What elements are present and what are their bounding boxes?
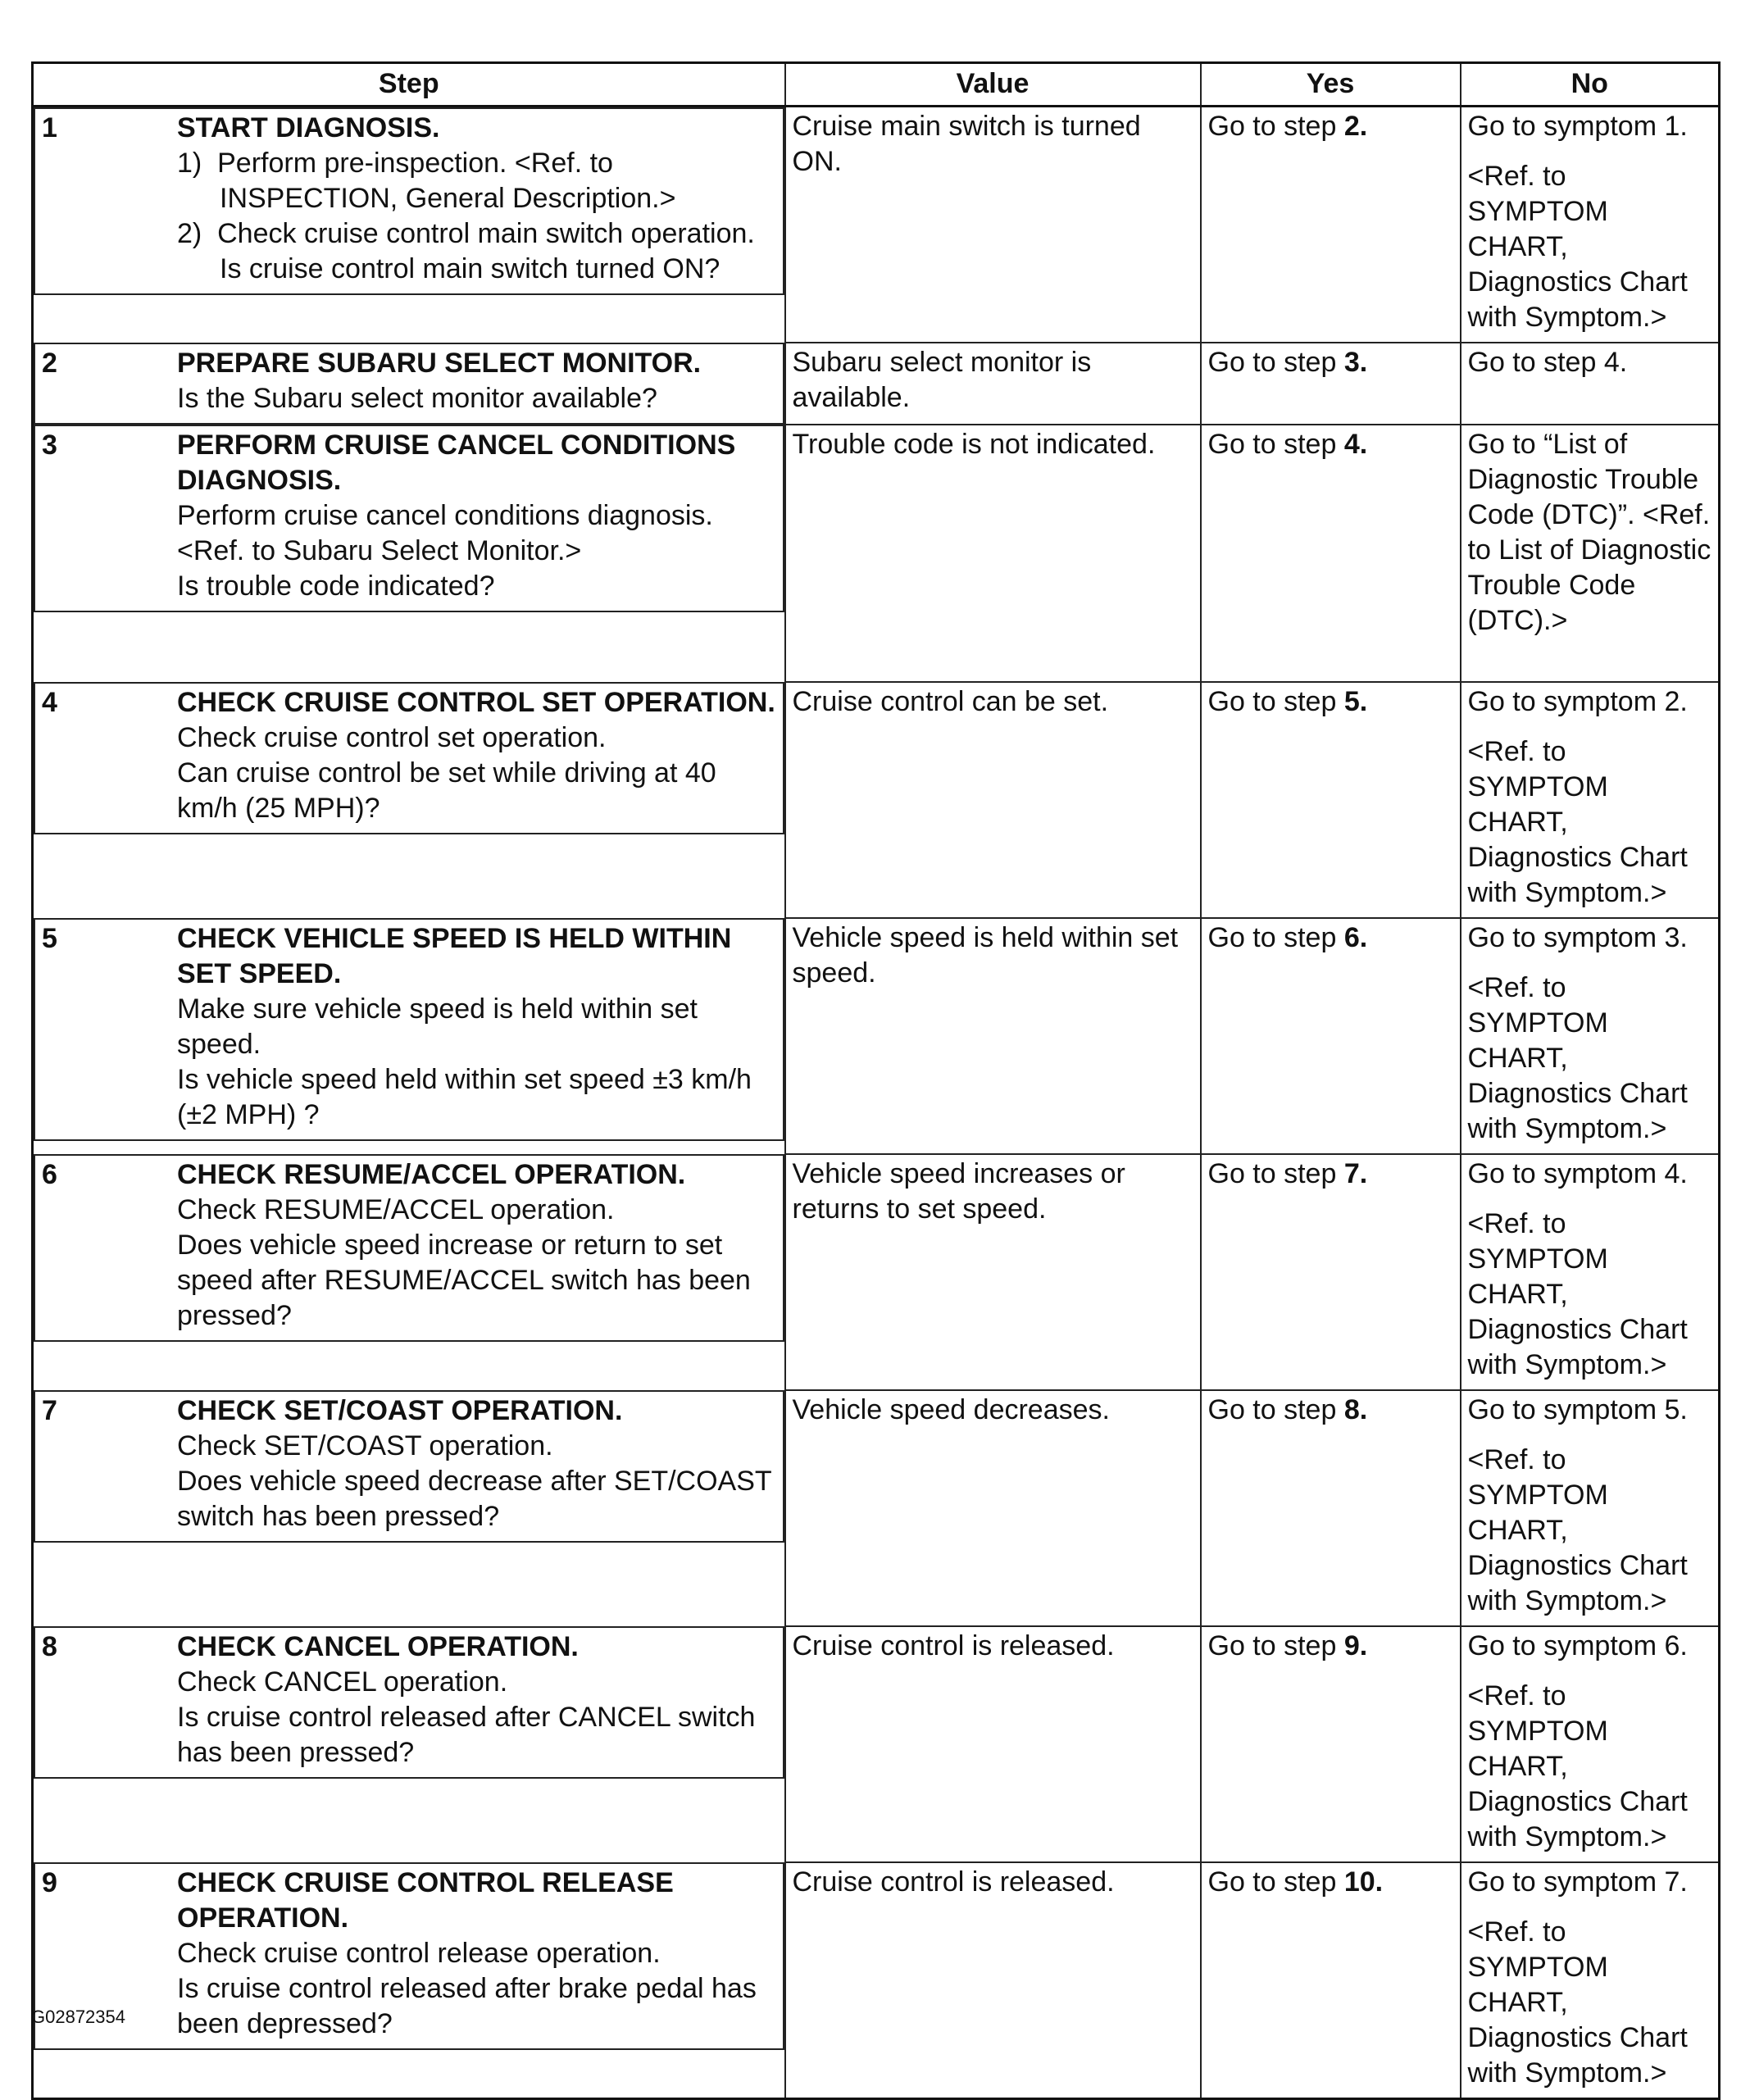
yes-cell	[1201, 1862, 1461, 2099]
yes-step-number: 7.	[1343, 1158, 1368, 1189]
no-cell	[1461, 682, 1720, 918]
step-cell	[34, 682, 784, 834]
step-number: 1	[42, 112, 57, 143]
yes-prefix: Go to step	[1207, 1630, 1344, 1661]
value-cell: Vehicle speed is held within set speed.	[785, 918, 1201, 1154]
step-text-line: Is vehicle speed held within set speed ±3 km/h (±2 MPH) ?	[177, 1064, 752, 1130]
no-reference: <Ref. to SYMPTOM CHART, Diagnostics Chart with Symptom.>	[1467, 972, 1688, 1144]
step-number: 8	[42, 1631, 57, 1662]
step-cell	[34, 1154, 784, 1342]
yes-cell	[1201, 682, 1461, 918]
no-reference: <Ref. to SYMPTOM CHART, Diagnostics Chart with Symptom.>	[1467, 736, 1688, 908]
yes-cell	[1201, 425, 1461, 682]
step-text-line: 1) Perform pre-inspection. <Ref. to INSPECTION, General Description.>	[177, 148, 676, 214]
value-cell: Trouble code is not indicated.	[785, 425, 1201, 682]
header-yes: Yes	[1201, 63, 1461, 107]
header-value: Value	[785, 63, 1201, 107]
step-title: CHECK CANCEL OPERATION.	[177, 1631, 579, 1662]
yes-step-number: 10.	[1343, 1866, 1384, 1898]
step-cell	[34, 343, 784, 425]
table-row	[33, 425, 1720, 682]
step-cell	[34, 1862, 784, 2050]
yes-step-number: 9.	[1343, 1630, 1368, 1661]
value-cell: Vehicle speed increases or returns to set speed.	[785, 1154, 1201, 1390]
header-no: No	[1461, 63, 1720, 107]
table-row	[33, 1862, 1720, 2099]
step-body	[177, 1866, 778, 2042]
table-row	[33, 682, 1720, 918]
step-title: PERFORM CRUISE CANCEL CONDITIONS DIAGNOSIS.	[177, 430, 736, 496]
step-body	[177, 1630, 778, 1770]
step-title: START DIAGNOSIS.	[177, 112, 440, 143]
step-body	[177, 111, 778, 287]
no-action: Go to symptom 3.	[1467, 922, 1688, 953]
step-text-line: Check RESUME/ACCEL operation.	[177, 1194, 615, 1225]
yes-step-number: 6.	[1343, 922, 1368, 953]
step-text-line: <Ref. to Subaru Select Monitor.>	[177, 535, 582, 566]
step-body	[177, 921, 778, 1133]
yes-cell	[1201, 1154, 1461, 1390]
table-row	[33, 343, 1720, 425]
step-text-line: Is cruise control released after brake pedal has been depressed?	[177, 1973, 757, 2039]
yes-prefix: Go to step	[1207, 347, 1344, 378]
no-cell	[1461, 918, 1720, 1154]
yes-cell	[1201, 1626, 1461, 1862]
step-text-line: Make sure vehicle speed is held within set speed.	[177, 993, 698, 1060]
step-cell	[34, 107, 784, 295]
table-row	[33, 107, 1720, 343]
no-cell	[1461, 425, 1720, 682]
no-action: Go to symptom 2.	[1467, 686, 1688, 717]
no-reference: <Ref. to SYMPTOM CHART, Diagnostics Chart with Symptom.>	[1467, 1444, 1688, 1616]
step-text-line: Can cruise control be set while driving at 40 km/h (25 MPH)?	[177, 757, 716, 824]
step-text-line: Does vehicle speed increase or return to set speed after RESUME/ACCEL switch has been pressed?	[177, 1230, 751, 1331]
yes-step-number: 8.	[1343, 1394, 1368, 1425]
yes-step-number: 2.	[1343, 111, 1368, 142]
step-body	[177, 428, 778, 604]
step-number: 2	[42, 348, 57, 379]
step-text-line: Check cruise control set operation.	[177, 722, 607, 753]
yes-step-number: 3.	[1343, 347, 1368, 378]
yes-cell	[1201, 343, 1461, 425]
yes-step-number: 4.	[1343, 429, 1368, 460]
step-number: 5	[42, 923, 57, 954]
step-number: 6	[42, 1159, 57, 1190]
step-text-line: Is cruise control released after CANCEL switch has been pressed?	[177, 1702, 756, 1768]
step-text-line: Check cruise control release operation.	[177, 1938, 661, 1969]
no-action: Go to “List of Diagnostic Trouble Code (DTC)”. <Ref. to List of Diagnostic Trouble Code (DTC).>	[1467, 429, 1711, 636]
yes-prefix: Go to step	[1207, 1158, 1344, 1189]
step-text-line: Perform cruise cancel conditions diagnosis.	[177, 500, 713, 531]
step-number: 9	[42, 1867, 57, 1898]
table-header-row	[33, 63, 1720, 107]
yes-cell	[1201, 918, 1461, 1154]
step-title: CHECK VEHICLE SPEED IS HELD WITHIN SET SPEED.	[177, 923, 732, 989]
no-action: Go to symptom 7.	[1467, 1866, 1688, 1898]
no-cell	[1461, 1154, 1720, 1390]
step-number: 7	[42, 1395, 57, 1426]
step-cell	[34, 1390, 784, 1543]
step-text-line: Is trouble code indicated?	[177, 570, 495, 602]
step-number: 3	[42, 430, 57, 461]
yes-prefix: Go to step	[1207, 686, 1344, 717]
yes-step-number: 5.	[1343, 686, 1368, 717]
step-title: CHECK CRUISE CONTROL RELEASE OPERATION.	[177, 1867, 674, 1934]
step-text-line: Check CANCEL operation.	[177, 1666, 508, 1698]
step-title: CHECK SET/COAST OPERATION.	[177, 1395, 623, 1426]
no-action: Go to step 4.	[1467, 347, 1628, 378]
yes-prefix: Go to step	[1207, 429, 1344, 460]
no-action: Go to symptom 1.	[1467, 111, 1688, 142]
value-cell: Cruise control is released.	[785, 1626, 1201, 1862]
no-cell	[1461, 1626, 1720, 1862]
step-cell	[34, 425, 784, 612]
step-body	[177, 685, 778, 826]
step-title: CHECK CRUISE CONTROL SET OPERATION.	[177, 687, 775, 718]
value-cell: Vehicle speed decreases.	[785, 1390, 1201, 1626]
value-cell: Cruise control is released.	[785, 1862, 1201, 2099]
step-body	[177, 1393, 778, 1534]
yes-prefix: Go to step	[1207, 922, 1344, 953]
step-cell	[34, 1626, 784, 1779]
value-cell: Cruise control can be set.	[785, 682, 1201, 918]
diagnostic-table	[31, 61, 1721, 2100]
step-body	[177, 1157, 778, 1334]
step-number: 4	[42, 687, 57, 718]
table-row	[33, 1390, 1720, 1626]
no-cell	[1461, 107, 1720, 343]
step-title: CHECK RESUME/ACCEL OPERATION.	[177, 1159, 686, 1190]
yes-prefix: Go to step	[1207, 1866, 1344, 1898]
step-body	[177, 346, 778, 416]
no-reference: <Ref. to SYMPTOM CHART, Diagnostics Chart with Symptom.>	[1467, 1916, 1688, 2089]
yes-cell	[1201, 107, 1461, 343]
step-text-line: Is the Subaru select monitor available?	[177, 383, 657, 414]
step-text-line: Check SET/COAST operation.	[177, 1430, 553, 1461]
no-cell	[1461, 343, 1720, 425]
yes-prefix: Go to step	[1207, 1394, 1344, 1425]
yes-cell	[1201, 1390, 1461, 1626]
no-action: Go to symptom 6.	[1467, 1630, 1688, 1661]
table-row	[33, 1626, 1720, 1862]
no-reference: <Ref. to SYMPTOM CHART, Diagnostics Chart with Symptom.>	[1467, 161, 1688, 333]
table-row	[33, 1154, 1720, 1390]
value-cell: Subaru select monitor is available.	[785, 343, 1201, 425]
step-cell	[34, 918, 784, 1141]
table-body	[33, 107, 1720, 2099]
yes-prefix: Go to step	[1207, 111, 1344, 142]
table-row	[33, 918, 1720, 1154]
no-action: Go to symptom 5.	[1467, 1394, 1688, 1425]
no-action: Go to symptom 4.	[1467, 1158, 1688, 1189]
no-cell	[1461, 1862, 1720, 2099]
no-reference: <Ref. to SYMPTOM CHART, Diagnostics Chart with Symptom.>	[1467, 1208, 1688, 1380]
no-cell	[1461, 1390, 1720, 1626]
step-text-line: 2) Check cruise control main switch operation. Is cruise control main switch turned ON?	[177, 218, 755, 284]
step-title: PREPARE SUBARU SELECT MONITOR.	[177, 348, 702, 379]
figure-id: G02872354	[31, 2007, 125, 2027]
header-step: Step	[33, 63, 785, 107]
value-cell: Cruise main switch is turned ON.	[785, 107, 1201, 343]
step-text-line: Does vehicle speed decrease after SET/COAST switch has been pressed?	[177, 1466, 772, 1532]
no-reference: <Ref. to SYMPTOM CHART, Diagnostics Chart with Symptom.>	[1467, 1680, 1688, 1852]
